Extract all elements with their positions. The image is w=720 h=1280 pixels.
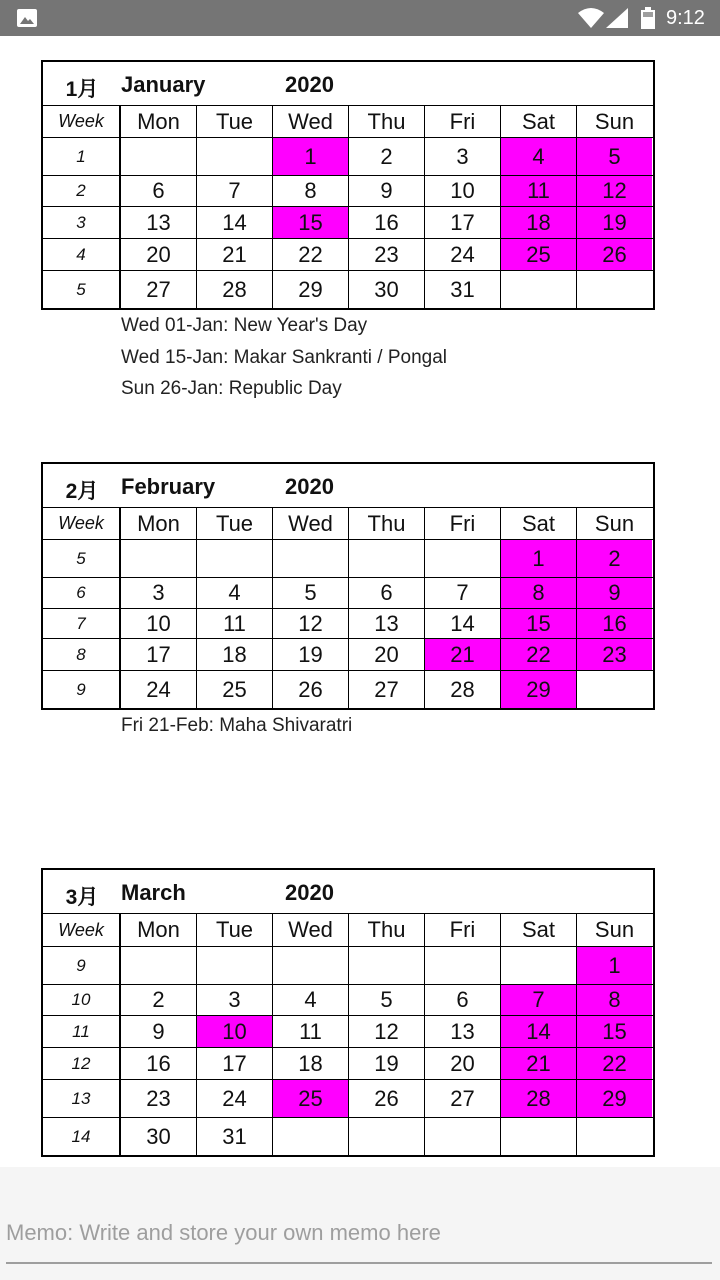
week-row (43, 1016, 653, 1048)
day-cell[interactable]: 1 (501, 540, 577, 577)
day-cell[interactable]: 14 (197, 207, 273, 238)
battery-icon (641, 7, 655, 29)
week-row (43, 947, 653, 985)
day-cell[interactable] (121, 540, 197, 577)
week-number: 6 (43, 578, 121, 608)
day-cell[interactable]: 5 (349, 985, 425, 1015)
day-cell[interactable]: 3 (425, 138, 501, 175)
month-calendar (41, 462, 655, 710)
day-cell[interactable]: 27 (349, 671, 425, 708)
week-number: 14 (43, 1118, 121, 1155)
day-cell[interactable] (425, 1118, 501, 1155)
week-number: 13 (43, 1080, 121, 1117)
weekday-header: Thu (349, 914, 425, 946)
weekday-header: Wed (273, 508, 349, 539)
month-title-row (43, 62, 653, 106)
month-title-row (43, 464, 653, 508)
month-name: January (121, 72, 206, 97)
day-cell[interactable]: 5 (273, 578, 349, 608)
day-cell[interactable]: 30 (121, 1118, 197, 1155)
day-cell[interactable]: 25 (197, 671, 273, 708)
month-number: 3月 (65, 886, 99, 909)
weekday-header: Fri (425, 914, 501, 946)
day-cell[interactable]: 9 (121, 1016, 197, 1047)
day-cell[interactable]: 19 (577, 207, 652, 238)
month-name: February (121, 474, 216, 499)
week-header: Week (43, 106, 121, 137)
week-number: 11 (43, 1016, 121, 1047)
day-cell[interactable]: 15 (273, 207, 349, 238)
day-cell[interactable]: 26 (273, 671, 349, 708)
day-cell[interactable] (425, 947, 501, 984)
weekday-header: Wed (273, 106, 349, 137)
week-number: 8 (43, 639, 121, 670)
day-cell[interactable]: 7 (501, 985, 577, 1015)
week-number: 5 (43, 271, 121, 308)
day-cell[interactable]: 29 (577, 1080, 652, 1117)
day-cell[interactable]: 13 (425, 1016, 501, 1047)
day-cell[interactable]: 3 (197, 985, 273, 1015)
day-cell[interactable]: 17 (121, 639, 197, 670)
weekday-header: Thu (349, 508, 425, 539)
day-cell[interactable]: 2 (577, 540, 652, 577)
holiday-note: Sun 26-Jan: Republic Day (121, 378, 342, 399)
day-cell[interactable]: 6 (349, 578, 425, 608)
day-cell[interactable]: 7 (425, 578, 501, 608)
day-cell[interactable]: 18 (197, 639, 273, 670)
day-cell[interactable] (197, 540, 273, 577)
day-cell[interactable]: 4 (197, 578, 273, 608)
day-cell[interactable] (197, 947, 273, 984)
month-calendar (41, 868, 655, 1157)
day-cell[interactable]: 17 (425, 207, 501, 238)
weekday-header: Mon (121, 914, 197, 946)
week-number: 7 (43, 609, 121, 638)
weekday-header: Sun (594, 510, 635, 536)
day-cell[interactable]: 25 (273, 1080, 349, 1117)
week-row (43, 1080, 653, 1118)
week-number: 1 (43, 138, 121, 175)
holiday-list (121, 310, 447, 405)
day-cell[interactable]: 3 (121, 578, 197, 608)
week-row (43, 239, 653, 271)
day-cell[interactable]: 15 (501, 609, 577, 638)
day-cell[interactable]: 30 (349, 271, 425, 308)
day-cell[interactable]: 9 (349, 176, 425, 206)
day-cell[interactable]: 29 (273, 271, 349, 308)
day-cell[interactable]: 11 (197, 609, 273, 638)
day-cell[interactable] (501, 947, 577, 984)
month-number: 2月 (65, 480, 99, 503)
day-cell[interactable]: 20 (349, 639, 425, 670)
day-cell[interactable]: 19 (273, 639, 349, 670)
day-cell[interactable]: 22 (577, 1048, 652, 1079)
day-cell[interactable]: 11 (501, 176, 577, 206)
weekday-header-row (43, 508, 653, 540)
day-cell[interactable]: 26 (577, 239, 652, 270)
week-row (43, 1048, 653, 1080)
signal-icon (606, 8, 628, 28)
month-name: March (121, 880, 186, 905)
calendar-scroll-area[interactable] (0, 36, 720, 1167)
day-cell[interactable]: 18 (273, 1048, 349, 1079)
day-cell[interactable]: 28 (197, 271, 273, 308)
day-cell[interactable]: 19 (349, 1048, 425, 1079)
day-cell[interactable]: 17 (197, 1048, 273, 1079)
day-cell[interactable]: 22 (501, 639, 577, 670)
week-row (43, 578, 653, 609)
week-number: 3 (43, 207, 121, 238)
day-cell[interactable]: 16 (121, 1048, 197, 1079)
day-cell[interactable]: 4 (501, 138, 577, 175)
week-number: 2 (43, 176, 121, 206)
day-cell[interactable] (501, 271, 577, 308)
week-header: Week (43, 508, 121, 539)
day-cell[interactable]: 10 (425, 176, 501, 206)
holiday-note: Fri 21-Feb: Maha Shivaratri (121, 715, 353, 736)
day-cell[interactable] (577, 1118, 652, 1155)
weekday-header: Sat (501, 106, 577, 137)
day-cell[interactable]: 27 (425, 1080, 501, 1117)
day-cell[interactable] (349, 947, 425, 984)
weekday-header-row (43, 106, 653, 138)
day-cell[interactable]: 27 (121, 271, 197, 308)
weekday-header: Tue (197, 914, 273, 946)
day-cell[interactable]: 14 (425, 609, 501, 638)
day-cell[interactable]: 2 (349, 138, 425, 175)
day-cell[interactable]: 25 (501, 239, 577, 270)
day-cell[interactable]: 4 (273, 985, 349, 1015)
day-cell[interactable]: 23 (577, 639, 652, 670)
day-cell[interactable]: 20 (425, 1048, 501, 1079)
day-cell[interactable]: 16 (577, 609, 652, 638)
day-cell[interactable]: 5 (577, 138, 652, 175)
weekday-header: Tue (197, 508, 273, 539)
day-cell[interactable]: 7 (197, 176, 273, 206)
weekday-header: Sat (501, 508, 577, 539)
day-cell[interactable]: 21 (425, 639, 501, 670)
day-cell[interactable]: 8 (501, 578, 577, 608)
day-cell[interactable]: 11 (273, 1016, 349, 1047)
week-row (43, 138, 653, 176)
week-number: 4 (43, 239, 121, 270)
day-cell[interactable]: 12 (273, 609, 349, 638)
weekday-header: Wed (273, 914, 349, 946)
memo-input[interactable] (6, 1204, 712, 1264)
wifi-icon (578, 8, 604, 28)
status-clock: 9:12 (666, 7, 705, 29)
day-cell[interactable]: 12 (349, 1016, 425, 1047)
day-cell[interactable]: 23 (349, 239, 425, 270)
day-cell[interactable]: 10 (197, 1016, 273, 1047)
day-cell[interactable]: 8 (273, 176, 349, 206)
gallery-notification-icon (17, 9, 37, 27)
month-title-row (43, 870, 653, 914)
day-cell[interactable]: 31 (425, 271, 501, 308)
weekday-header: Fri (425, 508, 501, 539)
day-cell[interactable] (273, 1118, 349, 1155)
month-year: 2020 (285, 474, 334, 499)
status-bar (0, 0, 720, 36)
day-cell[interactable] (501, 1118, 577, 1155)
day-cell[interactable]: 16 (349, 207, 425, 238)
month-year: 2020 (285, 880, 334, 905)
day-cell[interactable]: 31 (197, 1118, 273, 1155)
day-cell[interactable] (121, 138, 197, 175)
day-cell[interactable]: 8 (577, 985, 652, 1015)
week-row (43, 671, 653, 708)
day-cell[interactable]: 29 (501, 671, 577, 708)
day-cell[interactable]: 6 (425, 985, 501, 1015)
day-cell[interactable]: 2 (121, 985, 197, 1015)
day-cell[interactable]: 14 (501, 1016, 577, 1047)
day-cell[interactable] (349, 540, 425, 577)
month-year: 2020 (285, 72, 334, 97)
week-number: 10 (43, 985, 121, 1015)
week-row (43, 540, 653, 578)
day-cell[interactable]: 22 (273, 239, 349, 270)
week-row (43, 639, 653, 671)
month-calendar (41, 60, 655, 310)
day-cell[interactable] (577, 271, 652, 308)
day-cell[interactable]: 20 (121, 239, 197, 270)
day-cell[interactable]: 18 (501, 207, 577, 238)
weekday-header: Mon (121, 508, 197, 539)
day-cell[interactable] (425, 540, 501, 577)
day-cell[interactable] (121, 947, 197, 984)
day-cell[interactable]: 13 (349, 609, 425, 638)
holiday-list (121, 710, 352, 742)
weekday-header: Sat (501, 914, 577, 946)
week-number: 12 (43, 1048, 121, 1079)
day-cell[interactable]: 21 (501, 1048, 577, 1079)
holiday-note: Wed 15-Jan: Makar Sankranti / Pongal (121, 346, 447, 368)
day-cell[interactable] (273, 947, 349, 984)
day-cell[interactable]: 24 (121, 671, 197, 708)
week-row (43, 176, 653, 207)
week-row (43, 207, 653, 239)
day-cell[interactable]: 21 (197, 239, 273, 270)
day-cell[interactable]: 28 (501, 1080, 577, 1117)
day-cell[interactable]: 28 (425, 671, 501, 708)
week-header: Week (43, 914, 121, 946)
month-number: 1月 (65, 78, 99, 101)
day-cell[interactable]: 24 (197, 1080, 273, 1117)
week-row (43, 609, 653, 639)
day-cell[interactable] (577, 671, 652, 708)
memo-panel (0, 1167, 720, 1280)
week-number: 9 (43, 947, 121, 984)
week-row (43, 271, 653, 308)
day-cell[interactable]: 26 (349, 1080, 425, 1117)
day-cell[interactable]: 12 (577, 176, 652, 206)
holiday-note: Wed 01-Jan: New Year's Day (121, 315, 368, 336)
day-cell[interactable]: 6 (121, 176, 197, 206)
day-cell[interactable]: 15 (577, 1016, 652, 1047)
day-cell[interactable]: 9 (577, 578, 652, 608)
weekday-header: Mon (121, 106, 197, 137)
weekday-header: Tue (197, 106, 273, 137)
day-cell[interactable]: 1 (577, 947, 652, 984)
weekday-header: Sun (594, 917, 635, 942)
week-number: 9 (43, 671, 121, 708)
week-number: 5 (43, 540, 121, 577)
day-cell[interactable]: 13 (121, 207, 197, 238)
week-row (43, 1118, 653, 1155)
day-cell[interactable]: 24 (425, 239, 501, 270)
weekday-header: Thu (349, 106, 425, 137)
day-cell[interactable] (273, 540, 349, 577)
weekday-header-row (43, 914, 653, 947)
weekday-header: Sun (594, 108, 635, 134)
day-cell[interactable]: 10 (121, 609, 197, 638)
day-cell[interactable]: 1 (273, 138, 349, 175)
day-cell[interactable] (197, 138, 273, 175)
weekday-header: Fri (425, 106, 501, 137)
day-cell[interactable] (349, 1118, 425, 1155)
week-row (43, 985, 653, 1016)
day-cell[interactable]: 23 (121, 1080, 197, 1117)
